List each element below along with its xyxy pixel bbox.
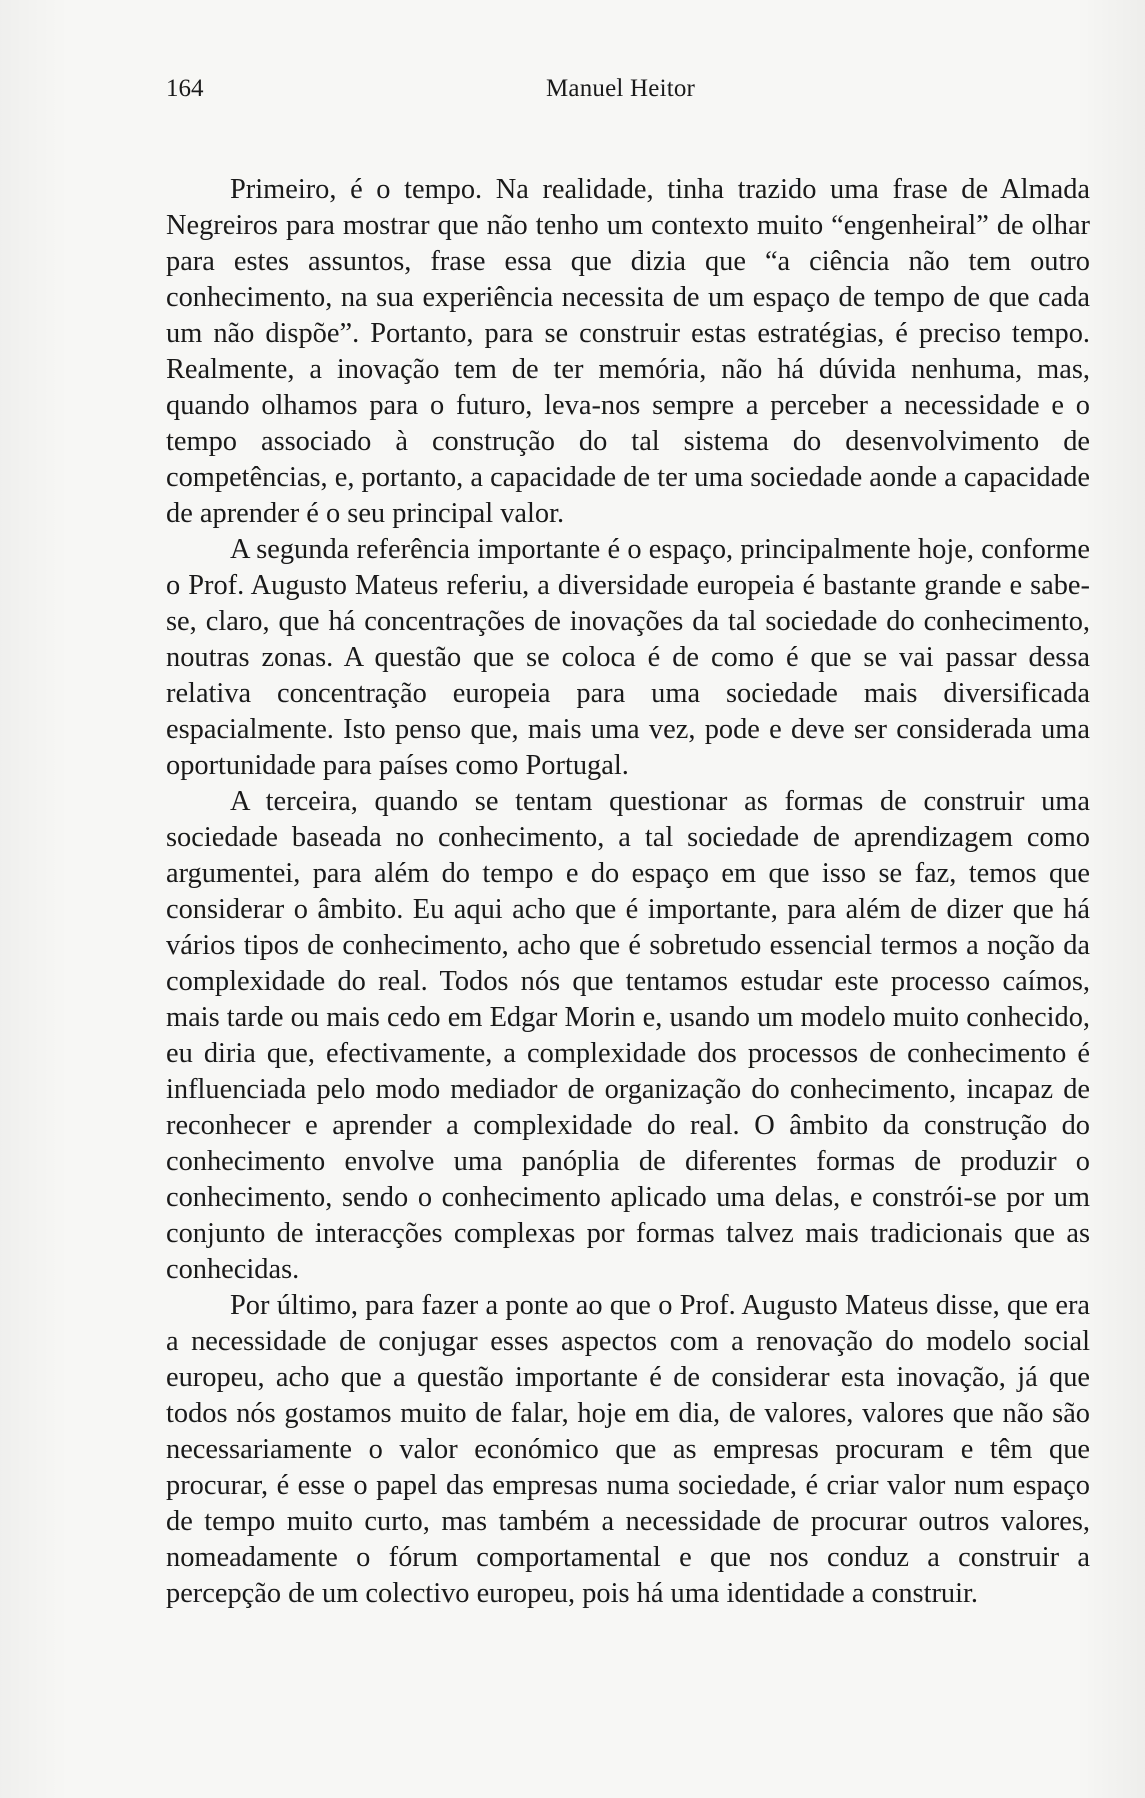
paragraph-conclusion: Por último, para fazer a ponte ao que o Prof. Augusto Mateus disse, que era a necessidade de conjugar esses aspectos com a renovação do modelo social europeu, acho que a questão importante é de considerar esta inovação, já que todos nós gostamos muito de falar, hoje em dia, de valores, valores que não são necessariamente o valor económico que as empresas procuram e têm que procurar, é esse o papel das empresas numa sociedade, é criar valor num espaço de tempo muito curto, mas também a necessidade de procurar outros valores, nomeadamente o fórum comportamental e que nos conduz a construir a percepção de um colectivo europeu, pois há uma identidade a construir. bbox=[166, 1290, 1090, 1609]
page-header bbox=[166, 74, 1090, 114]
paragraph-scope: A terceira, quando se tentam questionar as formas de construir uma sociedade baseada no conhecimento, a tal sociedade de aprendizagem como argumentei, para além do tempo e do espaço em que isso se faz, temos que considerar o âmbito. Eu aqui acho que é importante, para além de dizer que há vários tipos de conhecimento, acho que é sobretudo essencial termos a noção da complexidade do real. Todos nós que tentamos estudar este processo caímos, mais tarde ou mais cedo em Edgar Morin e, usando um modelo muito conhecido, eu diria que, efectivamente, a complexidade dos processos de conhecimento é influenciada pelo modo mediador de organização do conhecimento, incapaz de reconhecer e aprender a complexidade do real. O âmbito da construção do conhecimento envolve uma panóplia de diferentes formas de produzir o conhecimento, sendo o conhecimento aplicado uma delas, e constrói-se por um conjunto de interacções complexas por formas talvez mais tradicionais que as conhecidas. bbox=[166, 786, 1090, 1285]
paragraph-space: A segunda referência importante é o espaço, principalmente hoje, conforme o Prof. Augusto Mateus referiu, a diversidade europeia é bastante grande e sabe-se, claro, que há concentrações de inovações da tal sociedade do conhecimento, noutras zonas. A questão que se coloca é de como é que se vai passar dessa relativa concentração europeia para uma sociedade mais diversificada espacialmente. Isto penso que, mais uma vez, pode e deve ser considerada uma oportunidade para países como Portugal. bbox=[166, 534, 1090, 781]
paragraph-time: Primeiro, é o tempo. Na realidade, tinha trazido uma frase de Almada Negreiros para mostrar que não tenho um contexto muito “engenheiral” de olhar para estes assuntos, frase essa que dizia que “a ciência não tem outro conhecimento, na sua experiência necessita de um espaço de tempo de que cada um não dispõe”. Portanto, para se construir estas estratégias, é preciso tempo. Realmente, a inovação tem de ter memória, não há dúvida nenhuma, mas, quando olhamos para o futuro, leva-nos sempre a perceber a necessidade e o tempo associado à construção do tal sistema do desenvolvimento de competências, e, portanto, a capacidade de ter uma sociedade aonde a capacidade de aprender é o seu principal valor. bbox=[166, 174, 1090, 529]
running-head: Manuel Heitor bbox=[546, 75, 696, 102]
page-number: 164 bbox=[166, 75, 204, 102]
body-text bbox=[166, 172, 1090, 1612]
